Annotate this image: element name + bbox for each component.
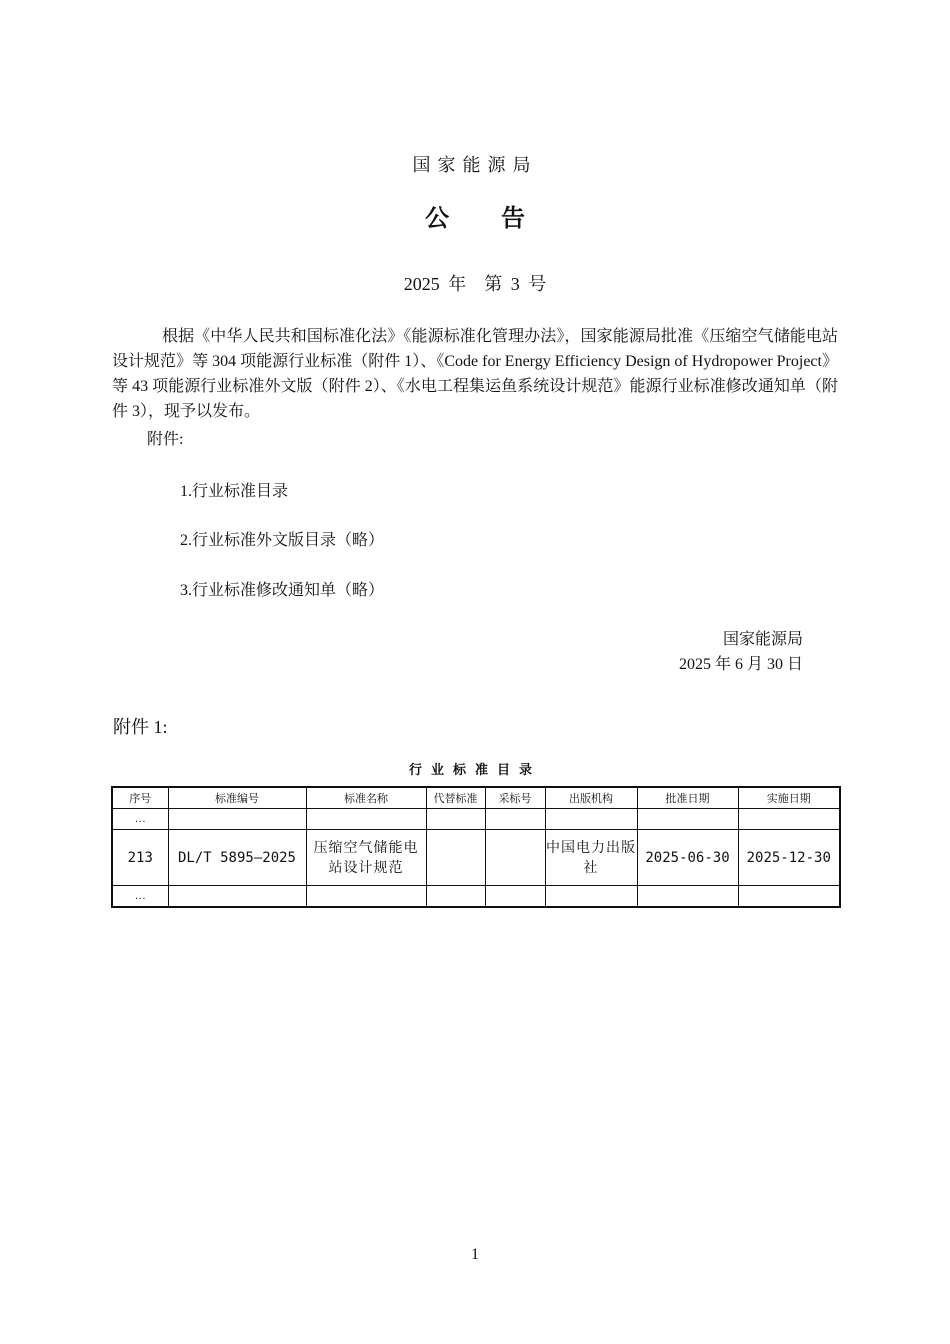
attachment-item-1: 1.行业标准目录 xyxy=(180,483,289,500)
col-header-approved: 批准日期 xyxy=(637,787,738,809)
cell-effective: 2025-12-30 xyxy=(738,830,840,886)
cell-publisher: 中国电力出版社 xyxy=(545,830,637,886)
cell-name: 压缩空气储能电站设计规范 xyxy=(306,830,426,886)
cell-adopted xyxy=(485,830,545,886)
col-header-seq: 序号 xyxy=(112,787,168,809)
cell-replaces xyxy=(426,830,485,886)
table-title: 行业标准目录 xyxy=(408,763,541,778)
page-number: 1 xyxy=(471,1246,479,1263)
table-row-ellipsis xyxy=(112,809,840,830)
cell-approved: 2025-06-30 xyxy=(637,830,738,886)
table-header-row xyxy=(112,787,840,809)
standards-table xyxy=(111,786,841,908)
attachment-item-2: 2.行业标准外文版目录（略） xyxy=(180,532,385,549)
issuer-name: 国家能源局 xyxy=(412,155,538,176)
attachments-label: 附件: xyxy=(147,431,184,448)
document-title: 公告 xyxy=(425,204,577,232)
col-header-replaces: 代替标准 xyxy=(426,787,485,809)
document-number: 2025 年 第 3 号 xyxy=(403,274,547,294)
col-header-publisher: 出版机构 xyxy=(545,787,637,809)
ellipsis-cell: … xyxy=(112,886,168,908)
attachment-item-3: 3.行业标准修改通知单（略） xyxy=(180,582,385,599)
cell-code: DL/T 5895—2025 xyxy=(168,830,306,886)
table-row-ellipsis xyxy=(112,886,840,908)
appendix-label: 附件 1: xyxy=(113,717,168,737)
ellipsis-cell: … xyxy=(112,809,168,830)
col-header-name: 标准名称 xyxy=(306,787,426,809)
col-header-code: 标准编号 xyxy=(168,787,306,809)
table-row xyxy=(112,830,840,886)
announcement-paragraph: 根据《中华人民共和国标准化法》《能源标准化管理办法》，国家能源局批准《压缩空气储能电站设计规范》等 304 项能源行业标准（附件 1）、《Code for Energy Efficiency Design of Hydropower Project》等 43 项能源行业标准外文版（附件 2）、《水电工程集运鱼系统设计规范》能源行业标准修改通知单（附件 3），现予以发布。 xyxy=(112,328,838,420)
col-header-adopted: 采标号 xyxy=(485,787,545,809)
col-header-effective: 实施日期 xyxy=(738,787,840,809)
signature-date: 2025 年 6 月 30 日 xyxy=(678,656,803,673)
cell-seq: 213 xyxy=(112,830,168,886)
signature-org: 国家能源局 xyxy=(722,631,803,648)
